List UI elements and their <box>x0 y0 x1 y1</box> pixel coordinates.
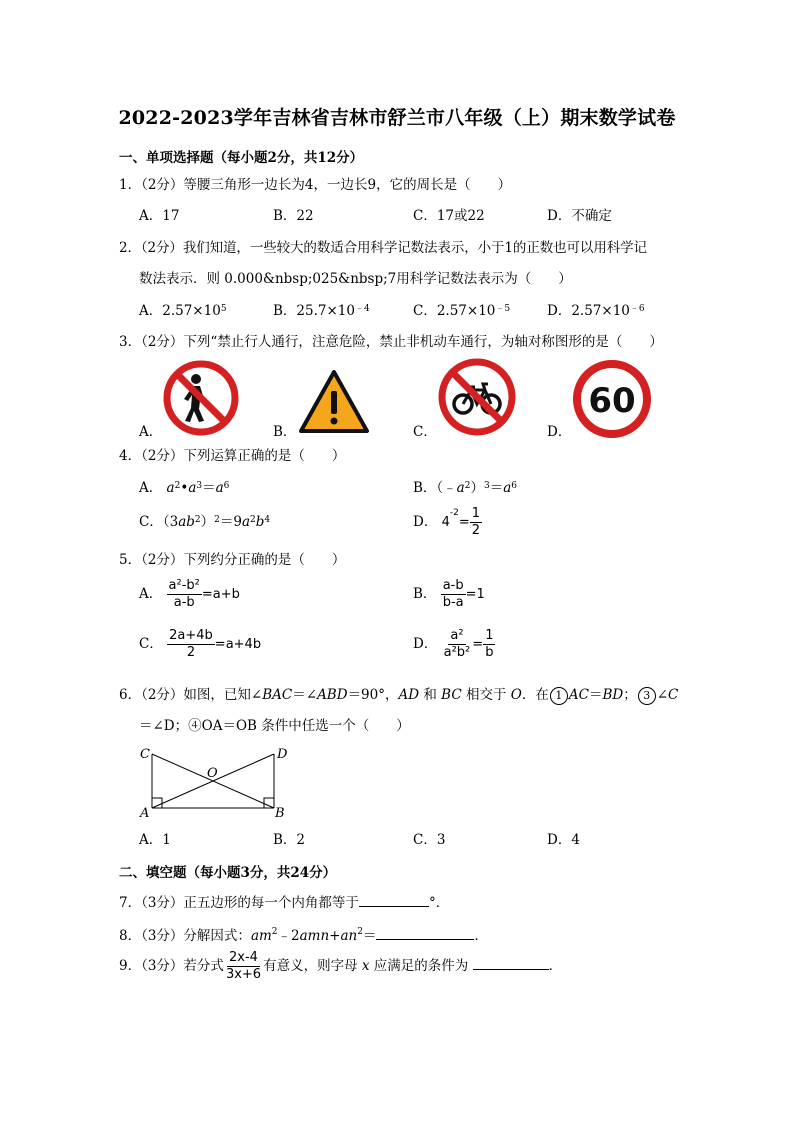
q3-option-a: A． <box>139 424 163 440</box>
q7-answer-blank <box>359 892 429 907</box>
svg-text:A: A <box>140 806 150 821</box>
q5-option-b: B． $\frac{a-b}{b-a}$ =1 <box>413 578 485 610</box>
q4-option-c: C．$(3ab^2)^2=9a^2b^4$ <box>139 514 271 530</box>
q4-option-d: D． $4^{-2}=$ $\frac{1}{2}$ <box>413 506 481 538</box>
section-heading-fill-in: 二、填空题（每小题3分，共24分） <box>119 865 337 881</box>
q6-option-d: D．4 <box>547 832 580 848</box>
q3-option-b: B． <box>273 424 297 440</box>
no-bicycles-sign-icon <box>437 357 517 437</box>
svg-text:C: C <box>140 747 150 762</box>
question-8: 8．（3分）分解因式：$am^2﹣2amn+an^2=$ ． <box>119 927 488 944</box>
q6-geometry-figure <box>135 742 295 822</box>
q2-option-a: A．$2.57\times 10^5$ <box>139 303 227 319</box>
question-5: 5．（2分）下列约分正确的是（ ） <box>119 552 346 568</box>
svg-text:B: B <box>275 806 285 821</box>
question-2-line-1: 2．（2分）我们知道，一些较大的数适合用科学记数法表示，小于1的正数也可以用科学记 <box>119 240 647 256</box>
q4-option-a: A． $a^2•a^3=a^6$ <box>139 480 230 496</box>
q9-answer-blank <box>473 955 549 970</box>
q6-option-b: B．2 <box>273 832 306 848</box>
question-3: 3．（2分）下列“禁止行人通行，注意危险，禁止非机动车通行，为轴对称图形的是（ ） <box>119 334 663 350</box>
q5-option-a: A． $\frac{\text{a²-b²}}{a-b}$ =a+b <box>139 578 240 610</box>
q4-option-b: B．$(﹣a^2)^3=a^6$ <box>413 480 517 496</box>
question-4: 4．（2分）下列运算正确的是（ ） <box>119 448 346 464</box>
question-1: 1．（2分）等腰三角形一边长为4，一边长9，它的周长是（ ） <box>119 177 512 193</box>
question-9: 9．（3分）若分式 $\frac{2x-4}{3x+6}$ 有意义，则字母 x 应满足的条件为 ． <box>119 950 563 982</box>
q2-option-d: D．$2.57\times 10^{﹣6}$ <box>547 303 645 319</box>
question-7: 7．（3分）正五边形的每一个内角都等于 °． <box>119 892 449 912</box>
q8-answer-blank <box>376 925 474 940</box>
svg-text:D: D <box>277 747 288 762</box>
q1-option-d: D．不确定 <box>547 208 612 224</box>
q5-option-c: C． $\frac{2a+4b}{2}$ =a+4b <box>139 628 262 660</box>
page-title: 2022-2023学年吉林省吉林市舒兰市八年级（上）期末数学试卷 <box>118 107 676 129</box>
no-pedestrians-sign-icon <box>162 359 240 437</box>
q1-option-b: B．22 <box>273 208 314 224</box>
q3-option-c: C． <box>413 424 437 440</box>
q2-option-b: B．$25.7\times 10^{﹣4}$ <box>273 303 370 319</box>
warning-danger-sign-icon <box>298 369 370 435</box>
question-6-line-2: ＝∠D；④OA＝OB 条件中任选一个（ ） <box>139 718 410 734</box>
question-2-line-2: 数法表示．则 0.000&nbsp;025&nbsp;7用科学记数法表示为（ ） <box>139 271 572 287</box>
q5-option-d: D． $\frac{\text{a²}}{\text{a²b²}}$ = $\frac{1}{b}$ <box>413 628 494 660</box>
section-heading-choice: 一、单项选择题（每小题2分，共12分） <box>119 150 364 166</box>
q3-option-d: D． <box>547 424 572 440</box>
q1-option-c: C．17或22 <box>413 208 485 224</box>
q1-option-a: A．17 <box>139 208 180 224</box>
svg-text:O: O <box>207 766 218 781</box>
q6-option-c: C．3 <box>413 832 446 848</box>
question-6-line-1: 6．（2分）如图，已知∠BAC＝∠ABD＝90°，AD 和 BC 相交于 O．在 1 AC＝BD； 3 ∠C <box>119 687 679 703</box>
q6-option-a: A．1 <box>139 832 171 848</box>
speed-limit-60-sign-icon <box>572 359 652 439</box>
speed-limit-number: 60 <box>588 381 636 421</box>
q2-option-c: C．$2.57\times 10^{﹣5}$ <box>413 303 511 319</box>
